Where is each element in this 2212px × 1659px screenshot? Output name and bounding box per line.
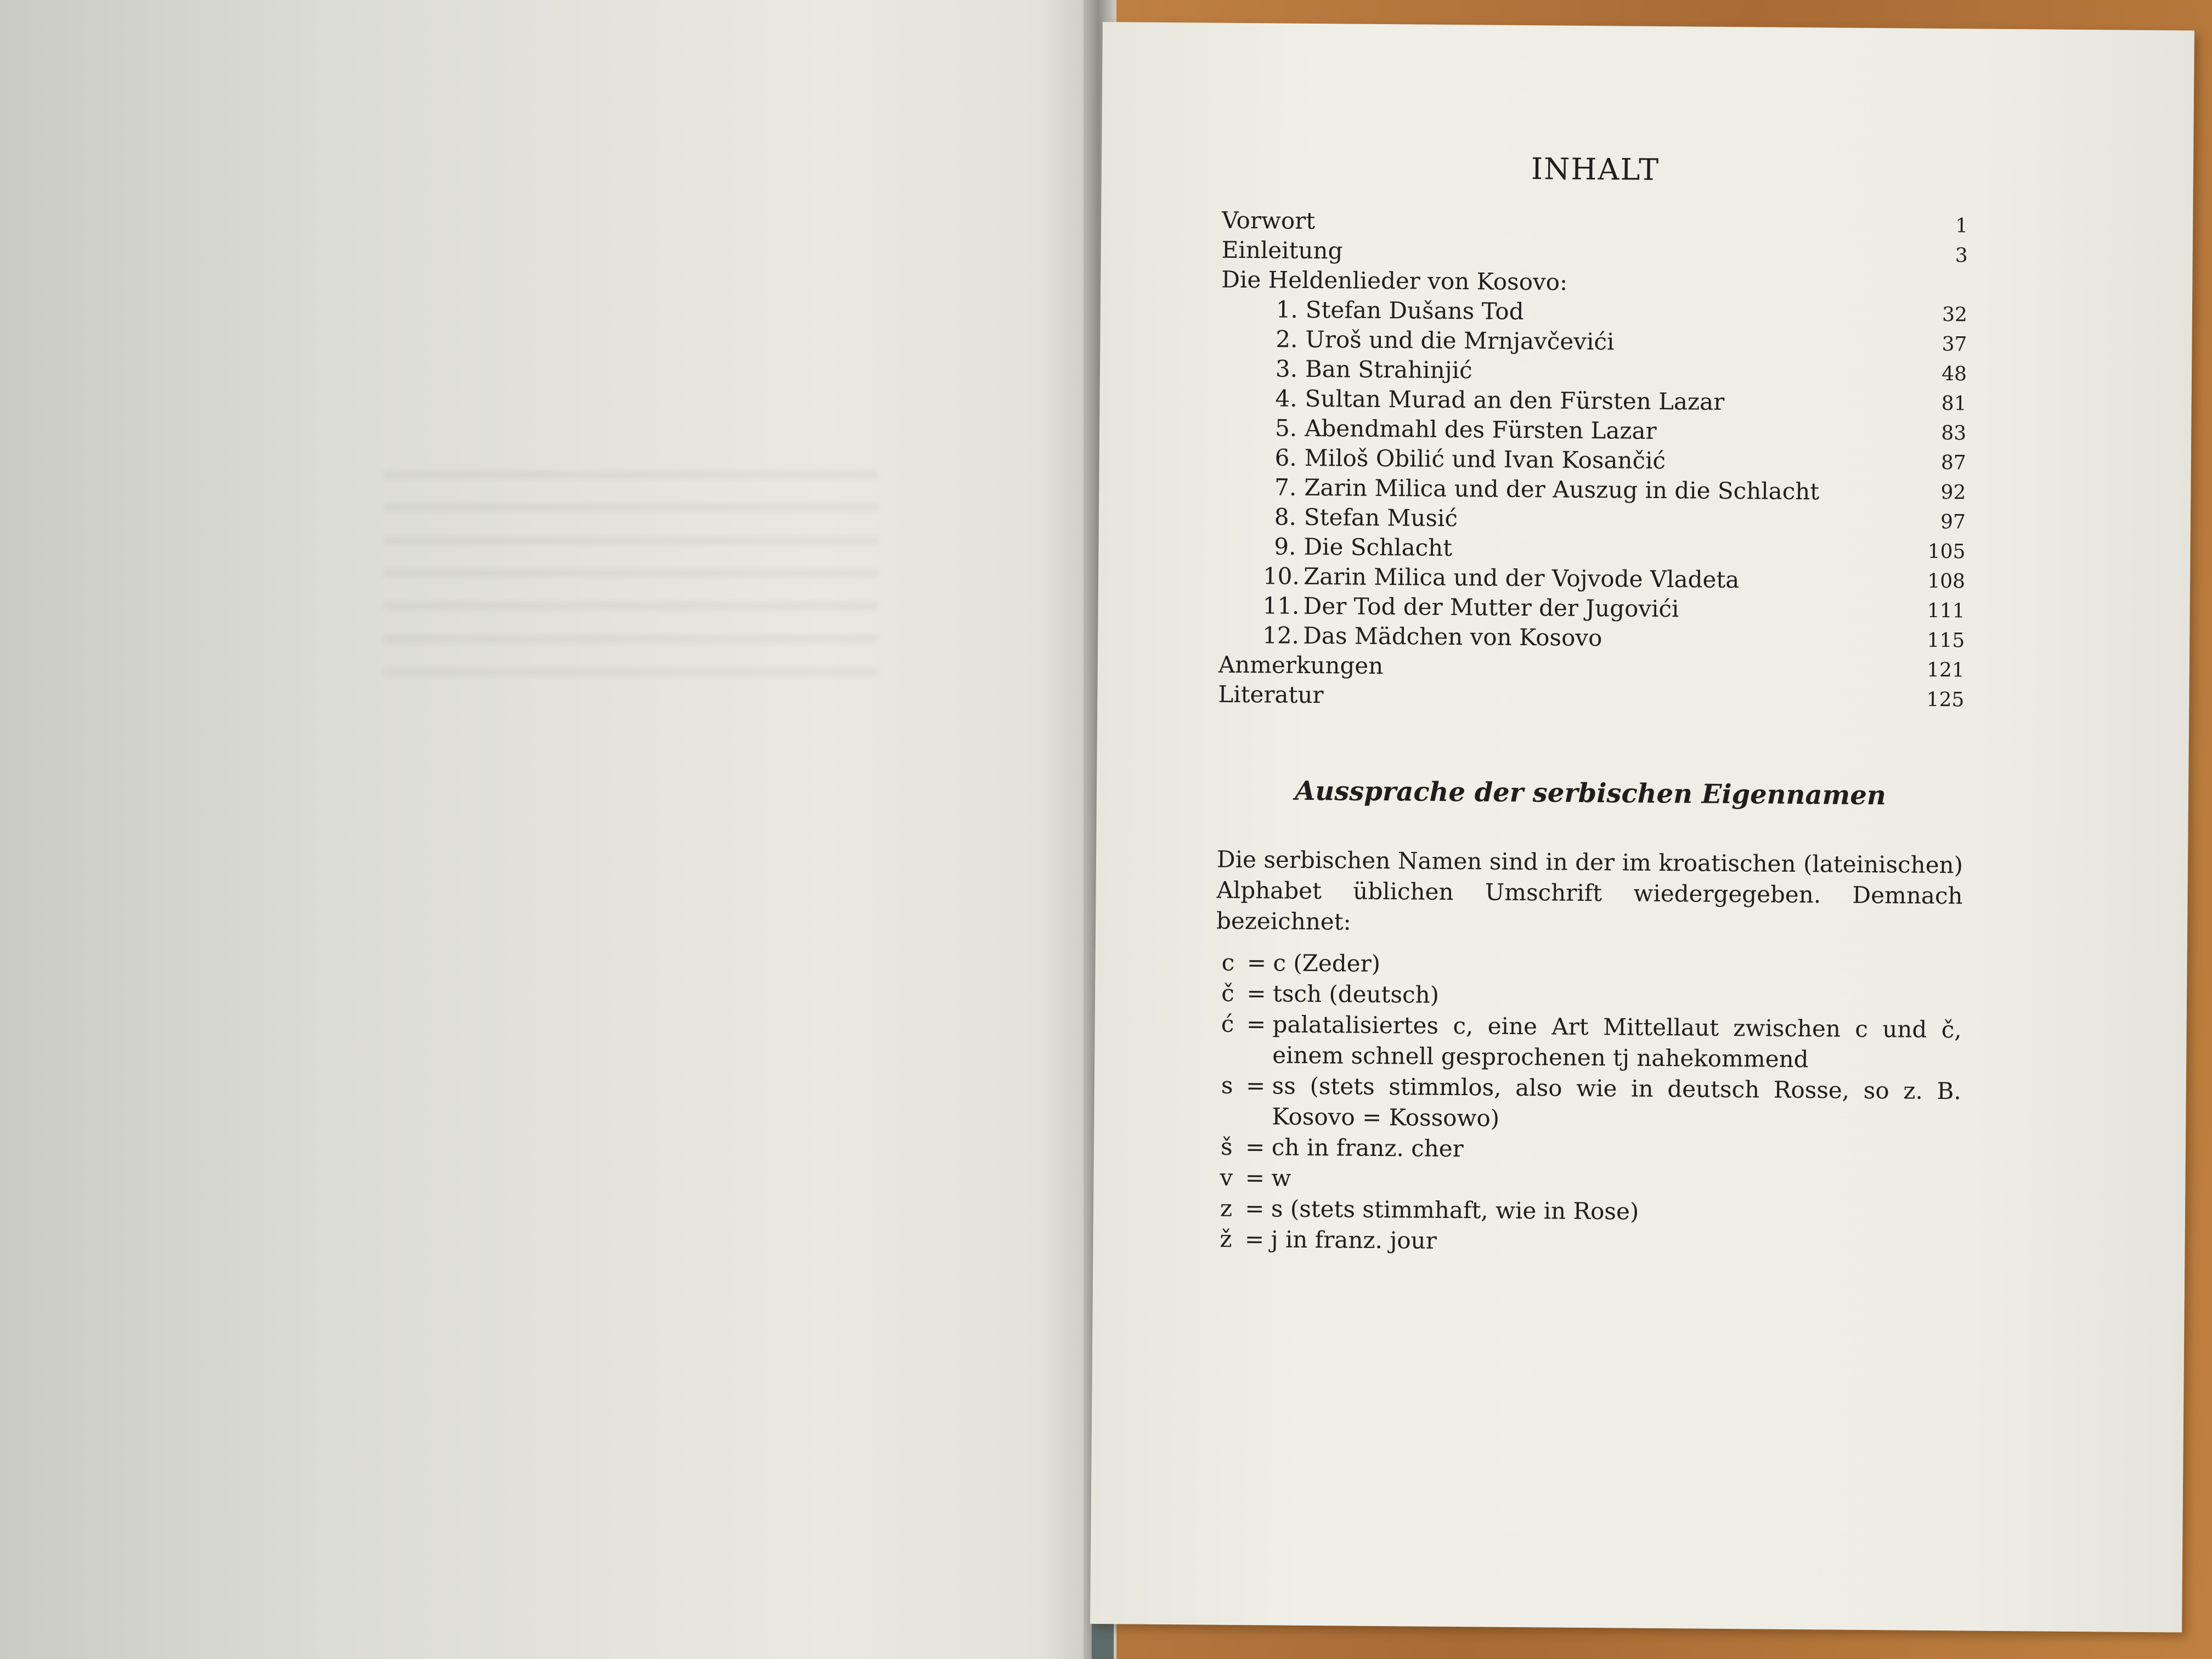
pronunciation-description: c (Zeder) <box>1273 949 1381 978</box>
toc-song-number: 10. <box>1262 562 1300 590</box>
toc-song-number: 12. <box>1262 622 1300 649</box>
toc-entry-page: 3 <box>1955 244 1968 267</box>
pronunciation-description: ch in franz. cher <box>1271 1133 1464 1163</box>
toc-song-entry <box>1263 472 1966 507</box>
toc-song-label: Die Schlacht <box>1304 533 1453 562</box>
toc-song-number: 6. <box>1274 444 1297 471</box>
toc-song-label: Abendmahl des Fürsten Lazar <box>1305 414 1657 444</box>
equals-sign: = <box>1246 1011 1266 1038</box>
toc-song-page: 37 <box>1942 333 1967 356</box>
toc-song-page: 81 <box>1941 392 1967 415</box>
toc-entry-label: Anmerkungen <box>1218 651 1384 680</box>
pronunciation-row <box>1214 1224 1960 1261</box>
toc-entry-label: Vorwort <box>1221 206 1316 235</box>
toc-song-number: 3. <box>1275 355 1298 382</box>
toc-song-entry <box>1265 324 1967 359</box>
equals-sign: = <box>1244 1226 1265 1253</box>
toc-entry-page: 121 <box>1926 658 1965 682</box>
pronunciation-description: s (stets stimmhaft, wie in Rose) <box>1271 1195 1639 1225</box>
pronunciation-description: j in franz. jour <box>1271 1226 1437 1254</box>
toc-song-entry <box>1262 591 1965 626</box>
toc-song-page: 83 <box>1941 422 1967 445</box>
toc-song-label: Stefan Musić <box>1304 503 1458 532</box>
toc-entry-label: Einleitung <box>1221 236 1343 264</box>
toc-song-list <box>1218 295 1967 656</box>
pronunciation-letter: v <box>1220 1164 1233 1191</box>
toc-song-number: 7. <box>1274 473 1297 501</box>
equals-sign: = <box>1246 980 1266 1007</box>
toc-song-number: 4. <box>1275 385 1297 412</box>
toc-song-number: 2. <box>1276 325 1298 353</box>
toc-song-number: 8. <box>1274 503 1297 531</box>
toc-song-entry <box>1264 383 1966 419</box>
toc-song-entry <box>1264 443 1966 478</box>
pronunciation-row <box>1215 1070 1961 1138</box>
toc-song-entry <box>1264 413 1966 448</box>
show-through-text <box>384 455 878 675</box>
toc-song-entry <box>1263 532 1965 567</box>
pronunciation-letter: z <box>1220 1194 1233 1222</box>
equals-sign: = <box>1246 949 1267 977</box>
pronunciation-letter: ž <box>1220 1225 1232 1252</box>
pronunciation-description: w <box>1271 1164 1291 1192</box>
pronunciation-letter: s <box>1221 1071 1233 1099</box>
pronunciation-letter: ć <box>1221 1010 1234 1037</box>
toc-song-page: 32 <box>1942 303 1968 326</box>
pronunciation-row <box>1215 1009 1962 1076</box>
pronunciation-letter: š <box>1220 1133 1233 1160</box>
toc-song-page: 111 <box>1927 599 1965 623</box>
toc-song-label: Miloš Obilić und Ivan Kosančić <box>1304 444 1666 475</box>
toc-song-label: Uroš und die Mrnjavčevići <box>1305 325 1615 356</box>
toc-song-number: 1. <box>1276 296 1299 323</box>
pronunciation-intro: Die serbischen Namen sind in der im kroatischen (lateinischen) Alphabet üblichen Umschrift wiedergegeben. Demnach bezeichnet: <box>1216 845 1963 935</box>
toc-song-page: 48 <box>1942 363 1967 386</box>
equals-sign: = <box>1245 1164 1265 1192</box>
equals-sign: = <box>1245 1072 1266 1099</box>
right-page <box>1090 22 2194 1633</box>
left-page <box>0 0 1097 1659</box>
toc-song-label: Zarin Milica und der Vojvode Vladeta <box>1303 562 1740 594</box>
toc-song-number: 5. <box>1274 414 1297 442</box>
toc-song-label: Zarin Milica und der Auszug in die Schlacht <box>1304 473 1820 505</box>
toc-song-entry <box>1263 502 1966 537</box>
toc-song-page: 108 <box>1927 569 1966 593</box>
toc-song-number: 9. <box>1274 533 1296 560</box>
toc-song-label: Ban Strahinjić <box>1305 355 1472 384</box>
toc-entry-page: 125 <box>1926 688 1965 712</box>
toc-song-number: 11. <box>1262 592 1300 619</box>
toc-song-entry <box>1262 620 1965 656</box>
toc-song-entry <box>1265 295 1967 330</box>
pronunciation-description: tsch (deutsch) <box>1272 980 1440 1008</box>
pronunciation-title: Aussprache der serbischen Eigennamen <box>1294 775 1886 811</box>
toc-entry-label: Literatur <box>1218 680 1324 709</box>
toc-song-entry <box>1263 561 1965 596</box>
toc-entry-page <box>1923 270 1967 301</box>
toc-song-label: Sultan Murad an den Fürsten Lazar <box>1305 385 1725 415</box>
equals-sign: = <box>1245 1195 1265 1222</box>
pronunciation-letter: c <box>1221 949 1235 976</box>
toc-entry-label: Die Heldenlieder von Kosovo: <box>1221 266 1568 296</box>
toc-song-page: 97 <box>1940 511 1966 534</box>
toc-song-label: Der Tod der Mutter der Jugovići <box>1303 592 1679 623</box>
toc-song-page: 87 <box>1940 452 1966 475</box>
toc-song-label: Stefan Dušans Tod <box>1305 296 1524 325</box>
pronunciation-description: palatalisiertes c, eine Art Mittellaut zwischen c und č, einem schnell gesprochenen tj nahekommend <box>1272 1011 1962 1073</box>
page-content <box>1214 149 1968 1261</box>
pronunciation-description: ss (stets stimmlos, also wie in deutsch Rosse, so z. B. Kosovo = Kossowo) <box>1272 1072 1961 1132</box>
pronunciation-list <box>1214 947 1962 1261</box>
toc-entry <box>1218 680 1964 715</box>
toc-entry <box>1218 650 1965 686</box>
toc-song-label: Das Mädchen von Kosovo <box>1303 622 1602 652</box>
pronunciation-letter: č <box>1221 979 1235 1007</box>
toc-song-page: 92 <box>1940 481 1966 504</box>
toc-song-entry <box>1265 354 1967 389</box>
contents-title: INHALT <box>1531 151 1660 187</box>
table-of-contents <box>1218 206 1968 715</box>
toc-entry-page: 1 <box>1955 215 1968 238</box>
equals-sign: = <box>1245 1133 1265 1161</box>
toc-song-page: 115 <box>1927 629 1965 652</box>
toc-song-page: 105 <box>1927 540 1966 563</box>
